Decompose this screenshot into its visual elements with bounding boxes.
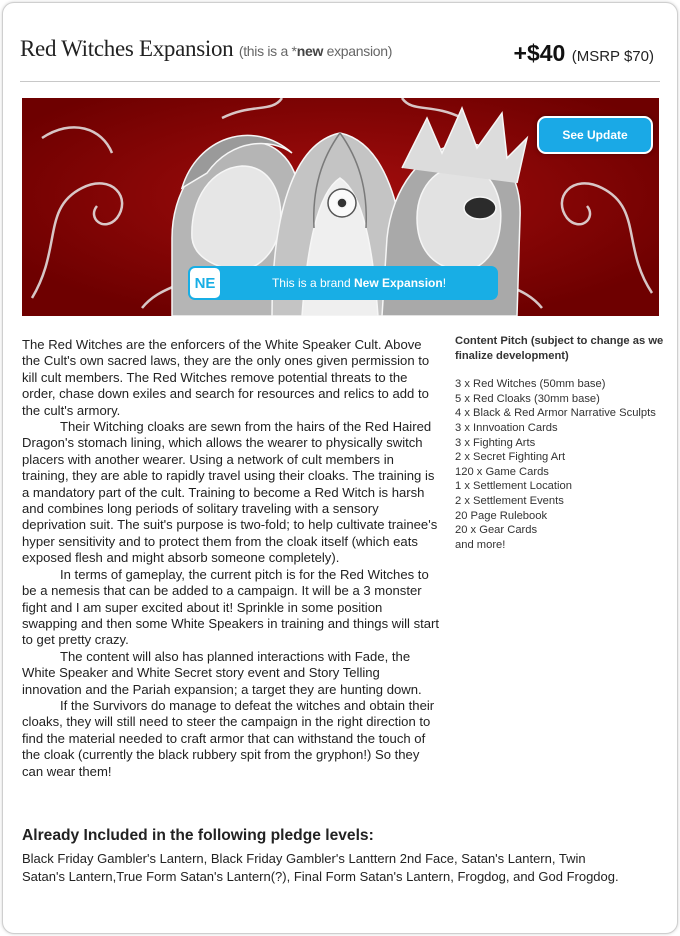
price-value: +$40 (513, 40, 566, 66)
content-item: 5 x Red Cloaks (30mm base) (455, 392, 600, 405)
expansion-subtitle (239, 43, 392, 59)
badge-text (220, 276, 498, 290)
content-item: 4 x Black & Red Armor Narrative Sculpts (455, 407, 656, 420)
content-item: 3 x Innvoation Cards (455, 421, 558, 434)
ne-icon: NE (190, 268, 220, 298)
content-item: 3 x Fighting Arts (455, 436, 536, 449)
description-paragraph: The content will also has planned interactions with Fade, the White Speaker and White Secret story event and Story Telling innovation and the Pariah expansion; a target they are hunting down. (22, 648, 422, 697)
content-list (455, 377, 665, 552)
description-paragraph: The Red Witches are the enforcers of the White Speaker Cult. Above the Cult's own sacred laws, they are the only ones given permission to kill cult members. The Red Witches remove potential threats to the order, chase down exiles and search for resources and relics to add to the cult's armory. (22, 337, 430, 418)
description (22, 337, 440, 780)
pledge-heading: Already Included in the following pledge levels: (22, 827, 374, 844)
header-divider (20, 81, 660, 82)
content-item: 20 Page Rulebook (455, 509, 548, 522)
badge-suffix: ! (442, 276, 447, 290)
page-title (20, 36, 392, 62)
content-item: 1 x Settlement Location (455, 480, 572, 493)
description-paragraph: In terms of gameplay, the current pitch is for the Red Witches to be a nemesis that can be added to a campaign. It will be a 3 monster fight and I am super excited about it! Sprinkle in some position swapping and then some White Speakers in training and things will start to get pretty crazy. (22, 566, 440, 648)
content-item: and more! (455, 538, 506, 551)
subtitle-suffix: expansion) (323, 43, 393, 59)
title-text: Red Witches Expansion (20, 36, 234, 61)
new-expansion-badge (188, 266, 498, 300)
price-label (514, 40, 654, 67)
badge-prefix: This is a brand (271, 276, 354, 290)
content-item: 3 x Red Witches (50mm base) (455, 378, 606, 391)
content-item: 20 x Gear Cards (455, 524, 538, 537)
subtitle-prefix: (this is a * (238, 43, 297, 59)
description-paragraph: Their Witching cloaks are sewn from the hairs of the Red Haired Dragon's stomach lining, which allows the wearer to physically switch placers with another wearer. Using a network of cult members in training, they are able to rapidly travel using their cloaks. The training is a mandatory part of the cult. Training to become a Red Witch is harsh and combines long periods of solitary traveling with a sensory deprivation suit. The suit's purpose is two-fold; to help cultivate trainee's hyper sensitivity and to protect them from the cloak itself (which eats exposed flesh and might absorb someone completely). (22, 419, 438, 566)
content-pitch-heading: Content Pitch (subject to change as we finalize development) (455, 335, 664, 362)
see-update-button[interactable]: See Update (537, 116, 653, 154)
subtitle-bold: new (296, 43, 324, 59)
pledge-levels: Black Friday Gambler's Lantern, Black Friday Gambler's Lanttern 2nd Face, Satan's Lantern, Twin Satan's Lantern,True Form Satan's Lantern(?), Final Form Satan's Lantern, Frogdog, and God Frogdog. (22, 851, 619, 884)
content-item: 2 x Secret Fighting Art (455, 451, 566, 464)
content-item: 120 x Game Cards (455, 465, 549, 478)
badge-bold: New Expansion (354, 276, 443, 290)
content-item: 2 x Settlement Events (455, 494, 564, 507)
description-paragraph: If the Survivors do manage to defeat the witches and obtain their cloaks, they will still need to steer the campaign in the right direction to find the material needed to craft armor that can withstand the touch of the cloak (currently the black rubbery spit from the gryphon!) So they can wear them! (22, 697, 435, 779)
content-pitch (455, 334, 665, 552)
msrp-value: (MSRP $70) (571, 48, 654, 65)
